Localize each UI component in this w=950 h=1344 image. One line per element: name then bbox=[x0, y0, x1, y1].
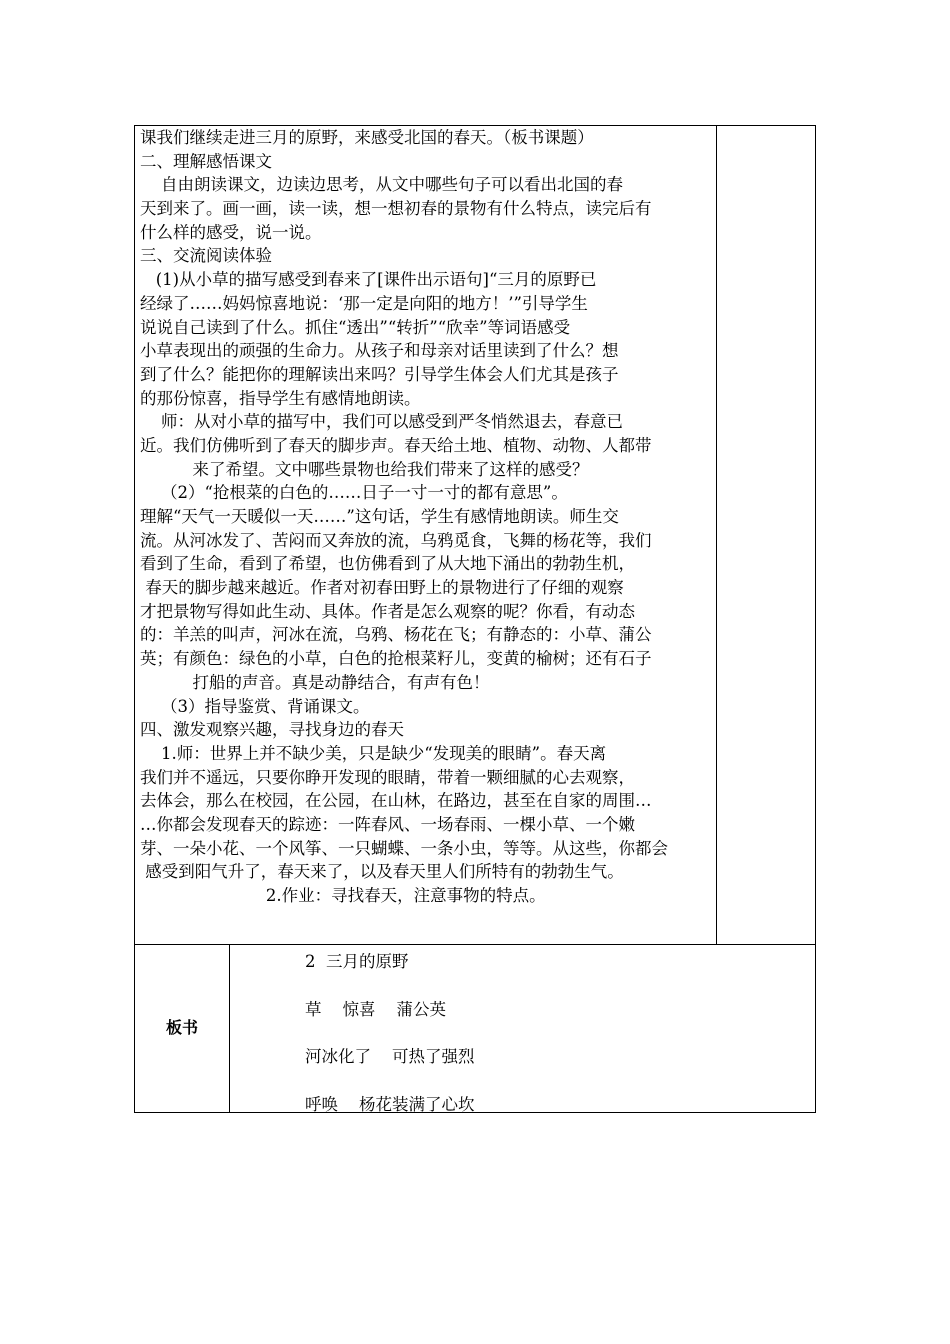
text-line: 近。我们仿佛听到了春天的脚步声。春天给土地、植物、动物、人都带 bbox=[140, 435, 652, 455]
text-line: 我们并不遥远，只要你睁开发现的眼睛，带着一颗细腻的心去观察， bbox=[140, 767, 635, 787]
text-line: 自由朗读课文，边读边思考，从文中哪些句子可以看出北国的春 bbox=[140, 175, 623, 195]
text-line: 春天的脚步越来越近。作者对初春田野上的景物进行了仔细的观察 bbox=[140, 578, 624, 598]
text-line: 芽、一朵小花、一个风筝、一只蝴蝶、一条小虫，等等。从这些，你都会 bbox=[140, 838, 668, 858]
text-line: 课我们继续走进三月的原野，来感受北国的春天。（板书课题） bbox=[140, 128, 594, 147]
notes-column-divider bbox=[716, 125, 717, 945]
text-line: 流。从河冰发了、苦闷而又奔放的流，乌鸦觅食，飞舞的杨花等，我们 bbox=[140, 530, 652, 550]
text-line: 师：从对小草的描写中，我们可以感受到严冬悄然退去，春意已 bbox=[140, 412, 623, 432]
text-line: 四、激发观察兴趣，寻找身边的春天 bbox=[140, 720, 404, 740]
board-line-2: 河冰化了 可热了强烈 bbox=[305, 1047, 475, 1066]
text-line: 三、交流阅读体验 bbox=[140, 246, 272, 266]
board-line-title: 2 三月的原野 bbox=[305, 952, 409, 971]
text-line: 去体会，那么在校园，在公园，在山林，在路边，甚至在自家的周围… bbox=[140, 791, 652, 811]
text-line: 来了希望。文中哪些景物也给我们带来了这样的感受？ bbox=[140, 459, 589, 479]
text-line: 说说自己读到了什么。抓住“透出”“转折”“欣幸”等词语感受 bbox=[140, 317, 571, 337]
text-line: 的那份惊喜，指导学生有感情地朗读。 bbox=[140, 388, 421, 408]
text-line: 理解“天气一天暖似一天……”这句话，学生有感情地朗读。师生交 bbox=[140, 507, 619, 526]
text-line: 才把景物写得如此生动、具体。作者是怎么观察的呢？你看，有动态 bbox=[140, 601, 635, 621]
text-line: …你都会发现春天的踪迹：一阵春风、一场春雨、一棵小草、一个嫩 bbox=[140, 814, 635, 834]
text-line: 打船的声音。真是动静结合，有声有色！ bbox=[140, 672, 490, 692]
lesson-procedure-text bbox=[140, 126, 716, 908]
text-line: 看到了生命，看到了希望，也仿佛看到了从大地下涌出的勃勃生机， bbox=[140, 554, 635, 574]
text-line: （2）“抢根菜的白色的……日子一寸一寸的都有意思”。 bbox=[140, 483, 568, 503]
text-line: 经绿了……妈妈惊喜地说：‘那一定是向阳的地方！’”引导学生 bbox=[140, 293, 588, 313]
text-line: （3）指导鉴赏、背诵课文。 bbox=[140, 696, 370, 716]
text-line: 什么样的感受，说一说。 bbox=[140, 222, 322, 242]
text-line: 感受到阳气升了，春天来了，以及春天里人们所特有的勃勃生气。 bbox=[140, 862, 624, 882]
text-line: (1)从小草的描写感受到春来了[课件出示语句]“三月的原野已 bbox=[140, 270, 597, 290]
text-line: 二、理解感悟课文 bbox=[140, 151, 272, 171]
board-line-1: 草 惊喜 蒲公英 bbox=[305, 1000, 446, 1019]
text-line: 天到来了。画一画，读一读，想一想初春的景物有什么特点，读完后有 bbox=[140, 199, 652, 219]
text-line: 到了什么？能把你的理解读出来吗？引导学生体会人们尤其是孩子 bbox=[140, 364, 619, 384]
text-line: 小草表现出的顽强的生命力。从孩子和母亲对话里读到了什么？想 bbox=[140, 341, 619, 361]
board-row-divider bbox=[134, 944, 816, 945]
board-label: 板书 bbox=[165, 1018, 198, 1037]
text-line: 1.师：世界上并不缺少美，只是缺少“发现美的眼睛”。春天离 bbox=[140, 743, 607, 763]
text-line: 2.作业：寻找春天，注意事物的特点。 bbox=[140, 886, 546, 905]
text-line: 英；有颜色：绿色的小草，白色的抢根菜籽儿，变黄的榆树；还有石子 bbox=[140, 649, 652, 669]
board-line-3: 呼唤 杨花装满了心坎 bbox=[305, 1095, 475, 1114]
text-line: 的：羊羔的叫声，河冰在流，乌鸦、杨花在飞；有静态的：小草、蒲公 bbox=[140, 625, 652, 645]
